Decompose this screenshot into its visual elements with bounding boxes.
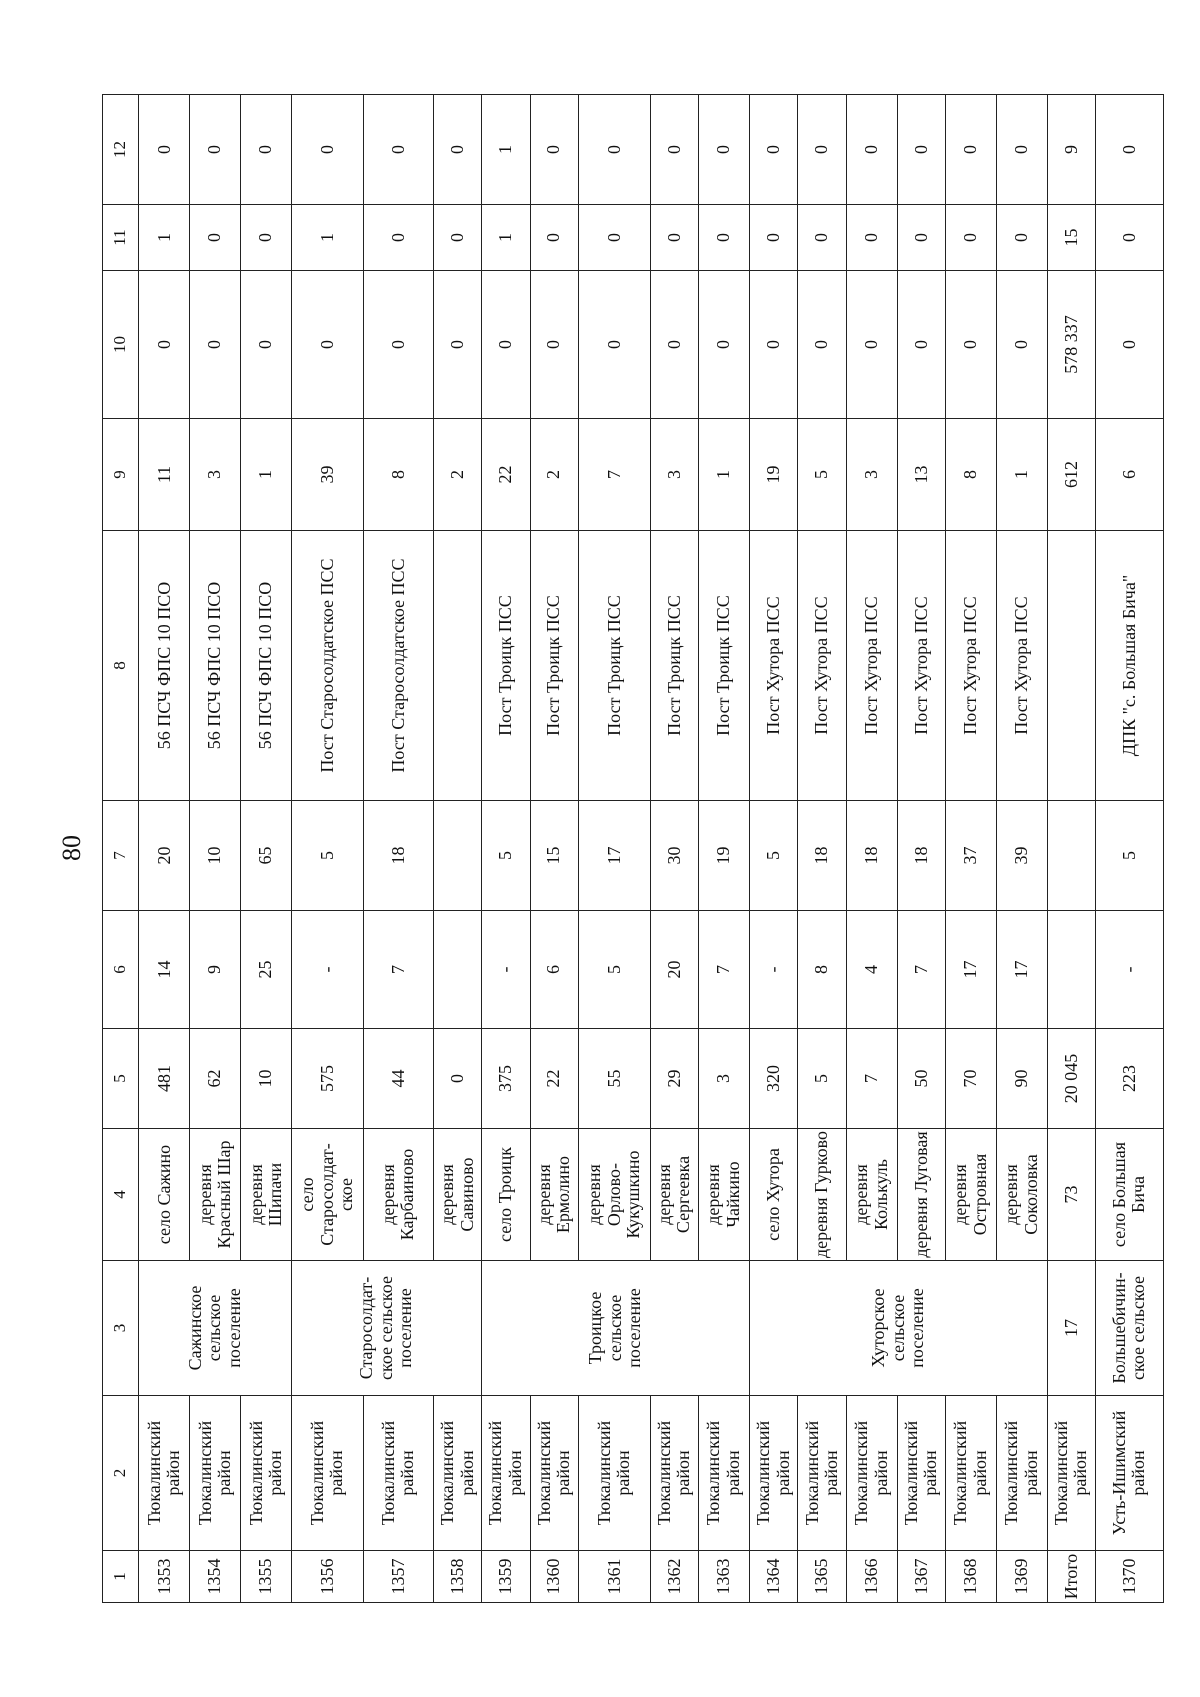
row-number: 1368: [945, 1551, 996, 1603]
district-cell: Тюкалинский район: [482, 1396, 530, 1551]
value-cell-5: 55: [578, 1029, 650, 1129]
value-cell-12: 0: [363, 95, 433, 205]
value-cell-8: Пост Хутора ПСС: [798, 531, 846, 801]
value-cell-7: [433, 801, 481, 911]
value-cell-7: 18: [846, 801, 897, 911]
value-cell-8: Пост Троицк ПСС: [698, 531, 749, 801]
value-cell-9: 5: [798, 419, 846, 531]
district-cell: Тюкалинский район: [996, 1396, 1047, 1551]
value-cell-12: 0: [241, 95, 292, 205]
value-cell-5: 0: [433, 1029, 481, 1129]
value-cell-11: 0: [190, 205, 241, 271]
total-value-cell-3: 17: [1047, 1261, 1095, 1396]
total-value-cell-11: 15: [1047, 205, 1095, 271]
value-cell-6: 17: [996, 911, 1047, 1029]
district-cell: Тюкалинский район: [190, 1396, 241, 1551]
value-cell-9: 13: [897, 419, 945, 531]
column-number-header: 8: [103, 531, 139, 801]
value-cell-11: 0: [363, 205, 433, 271]
value-cell-6: -: [291, 911, 363, 1029]
value-cell-11: 0: [945, 205, 996, 271]
value-cell-6: 17: [945, 911, 996, 1029]
value-cell-9: 1: [241, 419, 292, 531]
value-cell-5: 3: [698, 1029, 749, 1129]
row-number: 1369: [996, 1551, 1047, 1603]
value-cell-6: 7: [698, 911, 749, 1029]
district-cell: Тюкалинский район: [897, 1396, 945, 1551]
value-cell-8: Пост Троицк ПСС: [482, 531, 530, 801]
value-cell-6: 8: [798, 911, 846, 1029]
value-cell-8: Пост Хутора ПСС: [749, 531, 797, 801]
value-cell-5: 320: [749, 1029, 797, 1129]
total-value-cell-8: [1047, 531, 1095, 801]
value-cell-12: 0: [433, 95, 481, 205]
row-number: 1365: [798, 1551, 846, 1603]
value-cell-10: 0: [650, 271, 698, 419]
value-cell-10: 0: [945, 271, 996, 419]
value-cell-9: 19: [749, 419, 797, 531]
value-cell-5: 29: [650, 1029, 698, 1129]
district-cell: Усть-Ишимский район: [1095, 1396, 1163, 1551]
value-cell-11: 0: [996, 205, 1047, 271]
column-number-header: 7: [103, 801, 139, 911]
row-number: 1360: [530, 1551, 578, 1603]
locality-cell: село Троицк: [482, 1129, 530, 1261]
value-cell-5: 10: [241, 1029, 292, 1129]
value-cell-8: ДПК "с. Большая Бича": [1095, 531, 1163, 801]
value-cell-7: 39: [996, 801, 1047, 911]
value-cell-9: 8: [363, 419, 433, 531]
value-cell-6: 5: [578, 911, 650, 1029]
value-cell-9: 11: [139, 419, 190, 531]
value-cell-9: 6: [1095, 419, 1163, 531]
value-cell-7: 5: [1095, 801, 1163, 911]
column-number-header: 4: [103, 1129, 139, 1261]
district-cell: Тюкалинский район: [749, 1396, 797, 1551]
rotated-table-container: [102, 95, 1164, 1603]
value-cell-9: 1: [698, 419, 749, 531]
value-cell-10: 0: [241, 271, 292, 419]
value-cell-7: 20: [139, 801, 190, 911]
value-cell-11: 0: [433, 205, 481, 271]
column-number-header: 3: [103, 1261, 139, 1396]
locality-cell: деревня Соколовка: [996, 1129, 1047, 1261]
value-cell-9: 2: [530, 419, 578, 531]
locality-cell: деревня Савиново: [433, 1129, 481, 1261]
column-number-header-row: [103, 95, 139, 1603]
value-cell-10: 0: [139, 271, 190, 419]
district-cell: Тюкалинский район: [291, 1396, 363, 1551]
row-number: 1354: [190, 1551, 241, 1603]
value-cell-5: 7: [846, 1029, 897, 1129]
value-cell-7: 10: [190, 801, 241, 911]
value-cell-11: 0: [698, 205, 749, 271]
value-cell-6: 7: [363, 911, 433, 1029]
value-cell-5: 62: [190, 1029, 241, 1129]
locality-cell: село Старосолдат-ское: [291, 1129, 363, 1261]
locality-cell: деревня Красный Шар: [190, 1129, 241, 1261]
value-cell-7: 5: [291, 801, 363, 911]
district-cell: Тюкалинский район: [798, 1396, 846, 1551]
row-number: 1370: [1095, 1551, 1163, 1603]
value-cell-9: 7: [578, 419, 650, 531]
value-cell-9: 22: [482, 419, 530, 531]
locality-cell: село Хутора: [749, 1129, 797, 1261]
row-number: 1364: [749, 1551, 797, 1603]
locality-cell: деревня Колькуль: [846, 1129, 897, 1261]
value-cell-8: Пост Старосолдатское ПСС: [363, 531, 433, 801]
value-cell-9: 3: [190, 419, 241, 531]
value-cell-9: 3: [846, 419, 897, 531]
value-cell-10: 0: [482, 271, 530, 419]
value-cell-6: -: [482, 911, 530, 1029]
value-cell-7: 5: [749, 801, 797, 911]
value-cell-5: 375: [482, 1029, 530, 1129]
value-cell-11: 0: [241, 205, 292, 271]
value-cell-10: 0: [798, 271, 846, 419]
value-cell-8: Пост Хутора ПСС: [846, 531, 897, 801]
value-cell-7: 30: [650, 801, 698, 911]
table-row: [1095, 95, 1163, 1603]
total-value-cell-9: 612: [1047, 419, 1095, 531]
value-cell-12: 0: [650, 95, 698, 205]
locality-cell: деревня Островная: [945, 1129, 996, 1261]
locality-cell: село Большая Бича: [1095, 1129, 1163, 1261]
value-cell-9: 3: [650, 419, 698, 531]
value-cell-11: 0: [530, 205, 578, 271]
value-cell-12: 0: [846, 95, 897, 205]
column-number-header: 2: [103, 1396, 139, 1551]
value-cell-6: 20: [650, 911, 698, 1029]
value-cell-5: 70: [945, 1029, 996, 1129]
value-cell-11: 0: [1095, 205, 1163, 271]
total-value-cell-6: [1047, 911, 1095, 1029]
locality-cell: деревня Сергеевка: [650, 1129, 698, 1261]
settlement-cell: Хуторское сельское поселение: [749, 1261, 1047, 1396]
value-cell-9: 39: [291, 419, 363, 531]
value-cell-12: 0: [749, 95, 797, 205]
value-cell-8: Пост Троицк ПСС: [650, 531, 698, 801]
value-cell-10: 0: [190, 271, 241, 419]
value-cell-10: 0: [363, 271, 433, 419]
column-number-header: 10: [103, 271, 139, 419]
row-number: 1355: [241, 1551, 292, 1603]
value-cell-7: 18: [363, 801, 433, 911]
value-cell-5: 90: [996, 1029, 1047, 1129]
row-number: 1361: [578, 1551, 650, 1603]
value-cell-11: 0: [650, 205, 698, 271]
district-cell: Тюкалинский район: [363, 1396, 433, 1551]
value-cell-11: 0: [578, 205, 650, 271]
row-number: 1357: [363, 1551, 433, 1603]
value-cell-9: 8: [945, 419, 996, 531]
row-number: 1353: [139, 1551, 190, 1603]
value-cell-8: 56 ПСЧ ФПС 10 ПСО: [139, 531, 190, 801]
value-cell-10: 0: [996, 271, 1047, 419]
value-cell-12: 0: [291, 95, 363, 205]
value-cell-7: 5: [482, 801, 530, 911]
value-cell-9: 1: [996, 419, 1047, 531]
value-cell-5: 44: [363, 1029, 433, 1129]
table-row: [139, 95, 190, 1603]
value-cell-11: 0: [846, 205, 897, 271]
district-cell: Тюкалинский район: [1047, 1396, 1095, 1551]
value-cell-8: 56 ПСЧ ФПС 10 ПСО: [190, 531, 241, 801]
value-cell-6: 14: [139, 911, 190, 1029]
settlement-cell: Большебичин-ское сельское: [1095, 1261, 1163, 1396]
row-number: 1359: [482, 1551, 530, 1603]
value-cell-11: 1: [482, 205, 530, 271]
value-cell-8: Пост Троицк ПСС: [578, 531, 650, 801]
value-cell-7: 17: [578, 801, 650, 911]
value-cell-5: 5: [798, 1029, 846, 1129]
locality-cell: деревня Шипачи: [241, 1129, 292, 1261]
district-cell: Тюкалинский район: [846, 1396, 897, 1551]
value-cell-12: 0: [578, 95, 650, 205]
row-number: 1358: [433, 1551, 481, 1603]
table-row: [749, 95, 797, 1603]
value-cell-11: 1: [291, 205, 363, 271]
value-cell-7: 19: [698, 801, 749, 911]
value-cell-5: 50: [897, 1029, 945, 1129]
value-cell-6: 25: [241, 911, 292, 1029]
value-cell-11: 1: [139, 205, 190, 271]
value-cell-6: 9: [190, 911, 241, 1029]
row-number: 1366: [846, 1551, 897, 1603]
value-cell-10: 0: [846, 271, 897, 419]
row-number: 1367: [897, 1551, 945, 1603]
locality-cell: деревня Карбаиново: [363, 1129, 433, 1261]
table-row: [291, 95, 363, 1603]
total-value-cell-10: 578 337: [1047, 271, 1095, 419]
value-cell-10: 0: [433, 271, 481, 419]
value-cell-5: 575: [291, 1029, 363, 1129]
value-cell-10: 0: [578, 271, 650, 419]
row-number: 1356: [291, 1551, 363, 1603]
locality-cell: деревня Чайкино: [698, 1129, 749, 1261]
district-cell: Тюкалинский район: [241, 1396, 292, 1551]
district-cell: Тюкалинский район: [945, 1396, 996, 1551]
locality-cell: деревня Орлово-Кукушкино: [578, 1129, 650, 1261]
row-number: 1363: [698, 1551, 749, 1603]
column-number-header: 1: [103, 1551, 139, 1603]
district-cell: Тюкалинский район: [139, 1396, 190, 1551]
value-cell-7: 18: [897, 801, 945, 911]
value-cell-6: -: [749, 911, 797, 1029]
value-cell-10: 0: [897, 271, 945, 419]
value-cell-8: Пост Хутора ПСС: [996, 531, 1047, 801]
district-cell: Тюкалинский район: [650, 1396, 698, 1551]
value-cell-10: 0: [1095, 271, 1163, 419]
total-value-cell-5: 20 045: [1047, 1029, 1095, 1129]
settlement-cell: Сажинское сельское поселение: [139, 1261, 292, 1396]
column-number-header: 12: [103, 95, 139, 205]
value-cell-12: 0: [996, 95, 1047, 205]
value-cell-5: 223: [1095, 1029, 1163, 1129]
row-number: 1362: [650, 1551, 698, 1603]
total-value-cell-4: 73: [1047, 1129, 1095, 1261]
value-cell-5: 22: [530, 1029, 578, 1129]
locality-cell: деревня Луговая: [897, 1129, 945, 1261]
total-value-cell-12: 9: [1047, 95, 1095, 205]
value-cell-5: 481: [139, 1029, 190, 1129]
value-cell-10: 0: [749, 271, 797, 419]
value-cell-12: 0: [190, 95, 241, 205]
value-cell-6: 7: [897, 911, 945, 1029]
value-cell-7: 65: [241, 801, 292, 911]
value-cell-6: -: [1095, 911, 1163, 1029]
value-cell-12: 0: [798, 95, 846, 205]
settlement-cell: Старосолдат-ское сельское поселение: [291, 1261, 481, 1396]
locality-cell: село Сажино: [139, 1129, 190, 1261]
district-cell: Тюкалинский район: [578, 1396, 650, 1551]
value-cell-6: [433, 911, 481, 1029]
value-cell-7: 37: [945, 801, 996, 911]
district-cell: Тюкалинский район: [698, 1396, 749, 1551]
value-cell-12: 0: [945, 95, 996, 205]
value-cell-7: 18: [798, 801, 846, 911]
value-cell-8: Пост Хутора ПСС: [897, 531, 945, 801]
table-row: [482, 95, 530, 1603]
value-cell-8: Пост Хутора ПСС: [945, 531, 996, 801]
district-cell: Тюкалинский район: [433, 1396, 481, 1551]
column-number-header: 6: [103, 911, 139, 1029]
value-cell-12: 0: [530, 95, 578, 205]
value-cell-7: 15: [530, 801, 578, 911]
district-cell: Тюкалинский район: [530, 1396, 578, 1551]
value-cell-11: 0: [749, 205, 797, 271]
total-row: [1047, 95, 1095, 1603]
value-cell-11: 0: [798, 205, 846, 271]
value-cell-8: [433, 531, 481, 801]
value-cell-6: 4: [846, 911, 897, 1029]
page-number: 80: [57, 835, 86, 861]
column-number-header: 5: [103, 1029, 139, 1129]
value-cell-12: 0: [1095, 95, 1163, 205]
column-number-header: 11: [103, 205, 139, 271]
value-cell-8: Пост Троицк ПСС: [530, 531, 578, 801]
value-cell-6: 6: [530, 911, 578, 1029]
settlements-table: [102, 94, 1164, 1603]
locality-cell: деревня Ермолино: [530, 1129, 578, 1261]
value-cell-12: 0: [897, 95, 945, 205]
value-cell-12: 0: [698, 95, 749, 205]
settlement-cell: Троицкое сельское поселение: [482, 1261, 750, 1396]
column-number-header: 9: [103, 419, 139, 531]
total-value-cell-7: [1047, 801, 1095, 911]
value-cell-12: 0: [139, 95, 190, 205]
value-cell-8: Пост Старосолдатское ПСС: [291, 531, 363, 801]
value-cell-12: 1: [482, 95, 530, 205]
locality-cell: деревня Гурково: [798, 1129, 846, 1261]
value-cell-8: 56 ПСЧ ФПС 10 ПСО: [241, 531, 292, 801]
value-cell-10: 0: [698, 271, 749, 419]
value-cell-11: 0: [897, 205, 945, 271]
value-cell-9: 2: [433, 419, 481, 531]
value-cell-10: 0: [291, 271, 363, 419]
total-label: Итого: [1047, 1551, 1095, 1603]
value-cell-10: 0: [530, 271, 578, 419]
